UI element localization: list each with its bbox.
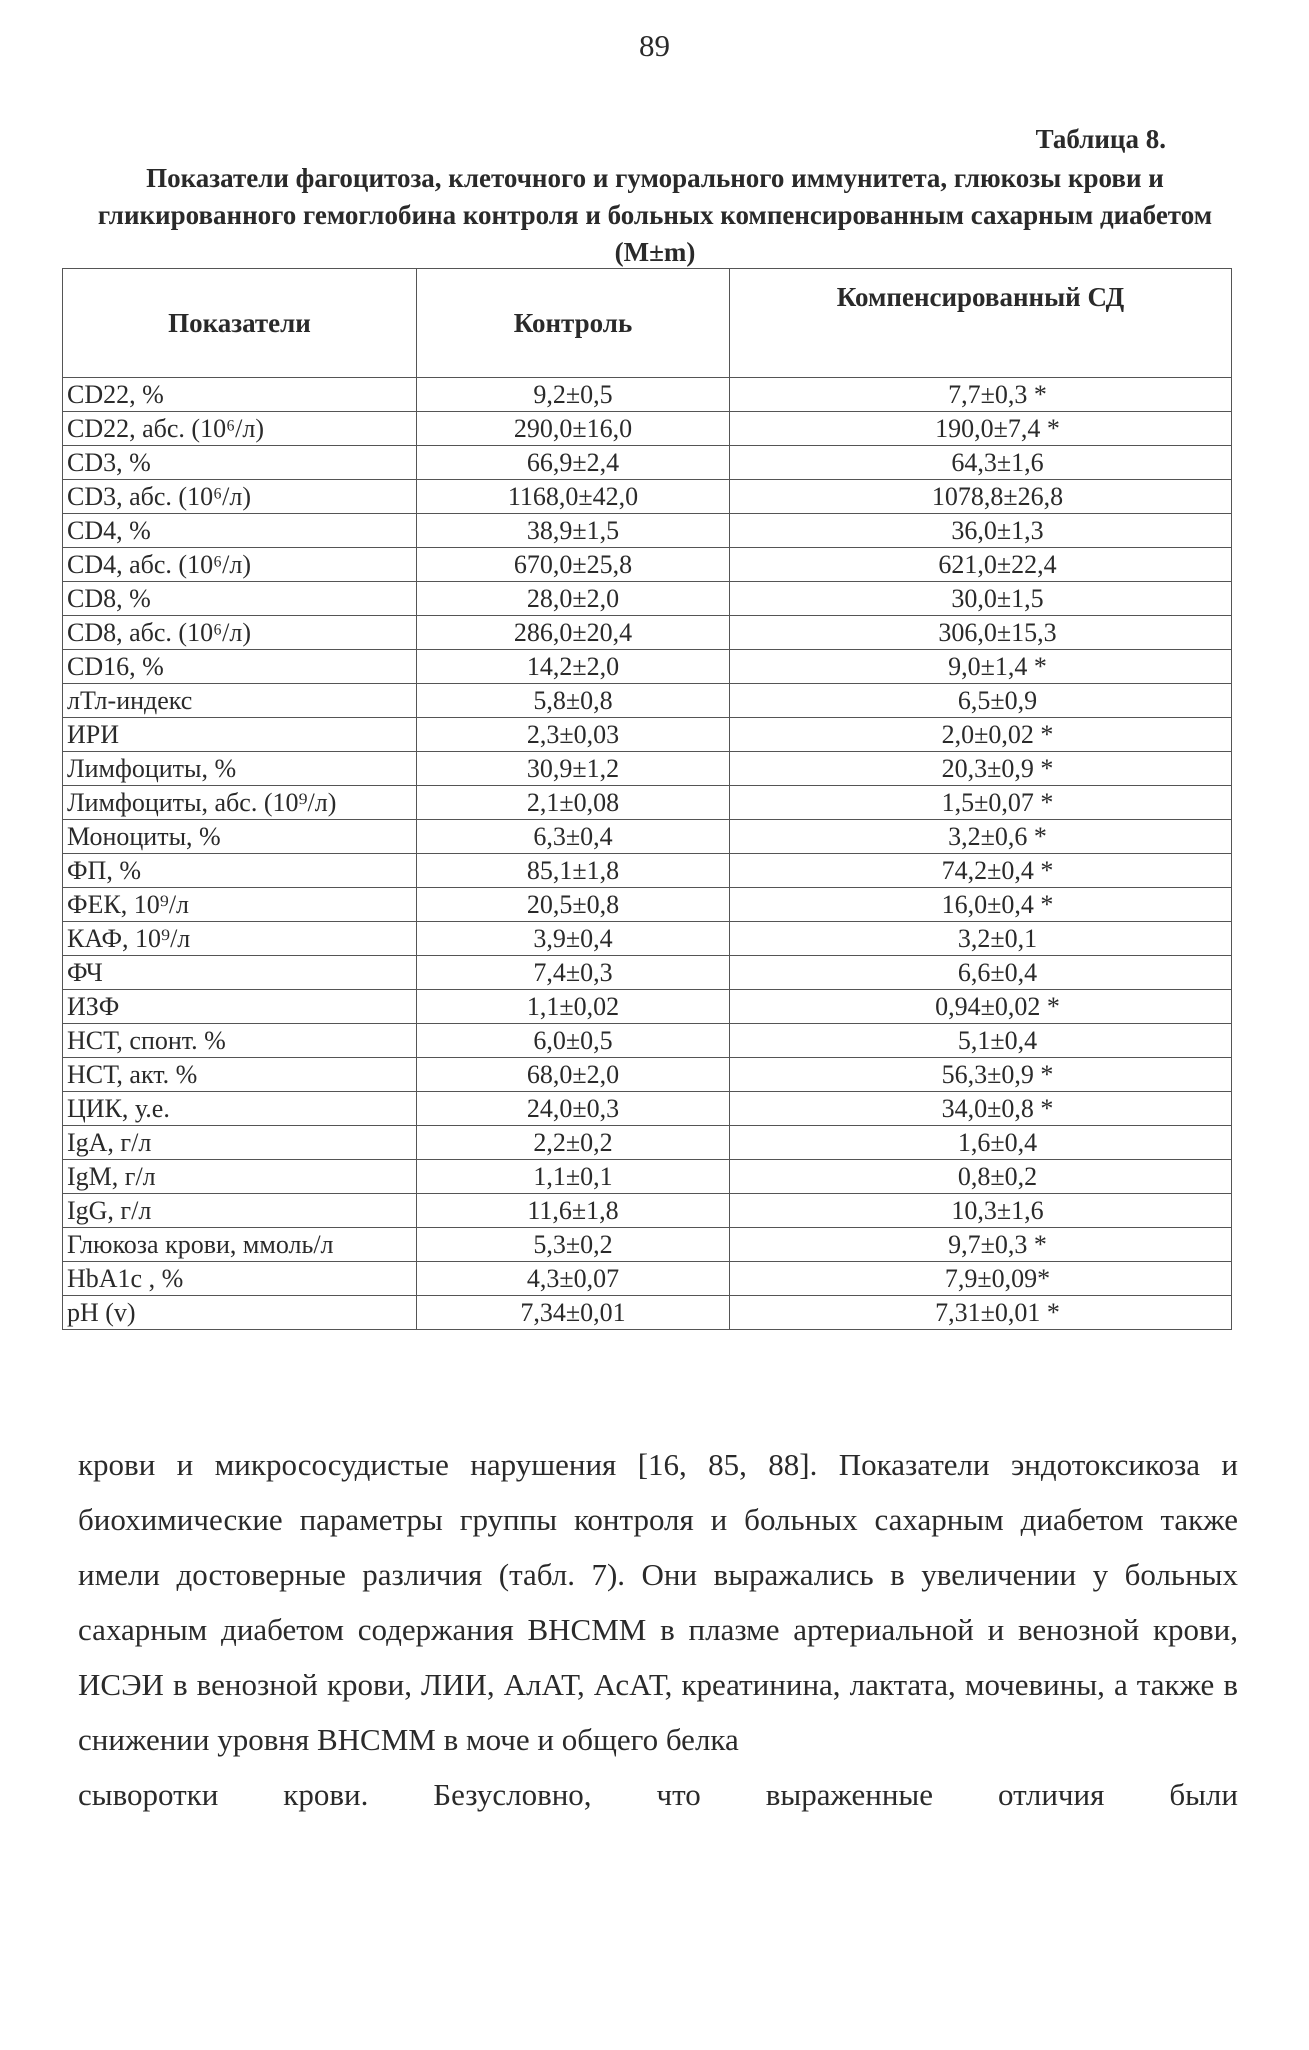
- dm-value-cell: 2,0±0,02 *: [730, 718, 1232, 752]
- table-row: [63, 650, 1232, 684]
- control-value-cell: 2,3±0,03: [417, 718, 730, 752]
- control-value-cell: 20,5±0,8: [417, 888, 730, 922]
- table-header-row: [63, 269, 1232, 378]
- indicator-cell: ФЕК, 10⁹/л: [63, 888, 417, 922]
- control-value-cell: 85,1±1,8: [417, 854, 730, 888]
- table-row: [63, 1296, 1232, 1330]
- control-value-cell: 1168,0±42,0: [417, 480, 730, 514]
- table-row: [63, 956, 1232, 990]
- dm-value-cell: 306,0±15,3: [730, 616, 1232, 650]
- table-row: [63, 820, 1232, 854]
- indicator-cell: CD4, абс. (10⁶/л): [63, 548, 417, 582]
- control-value-cell: 2,2±0,2: [417, 1126, 730, 1160]
- control-value-cell: 6,0±0,5: [417, 1024, 730, 1058]
- table-row: [63, 990, 1232, 1024]
- dm-value-cell: 1078,8±26,8: [730, 480, 1232, 514]
- control-value-cell: 3,9±0,4: [417, 922, 730, 956]
- body-paragraph: [78, 1437, 1238, 1822]
- indicator-cell: CD4, %: [63, 514, 417, 548]
- dm-value-cell: 5,1±0,4: [730, 1024, 1232, 1058]
- indicator-cell: ИЗФ: [63, 990, 417, 1024]
- control-value-cell: 38,9±1,5: [417, 514, 730, 548]
- table-body: [63, 378, 1232, 1330]
- indicator-cell: ЦИК, у.е.: [63, 1092, 417, 1126]
- dm-value-cell: 74,2±0,4 *: [730, 854, 1232, 888]
- table-row: [63, 548, 1232, 582]
- table-label: Таблица 8.: [1035, 124, 1166, 154]
- table-row: [63, 1228, 1232, 1262]
- indicator-cell: CD16, %: [63, 650, 417, 684]
- dm-value-cell: 20,3±0,9 *: [730, 752, 1232, 786]
- indicator-cell: ИРИ: [63, 718, 417, 752]
- dm-value-cell: 6,5±0,9: [730, 684, 1232, 718]
- dm-value-cell: 190,0±7,4 *: [730, 412, 1232, 446]
- dm-value-cell: 56,3±0,9 *: [730, 1058, 1232, 1092]
- control-value-cell: 11,6±1,8: [417, 1194, 730, 1228]
- table-row: [63, 1160, 1232, 1194]
- dm-value-cell: 7,31±0,01 *: [730, 1296, 1232, 1330]
- control-value-cell: 7,34±0,01: [417, 1296, 730, 1330]
- control-value-cell: 290,0±16,0: [417, 412, 730, 446]
- indicator-cell: CD8, %: [63, 582, 417, 616]
- control-value-cell: 30,9±1,2: [417, 752, 730, 786]
- table-row: [63, 922, 1232, 956]
- table-caption: Показатели фагоцитоза, клеточного и гуморального иммунитета, глюкозы крови и гликированного гемоглобина контроля и больных компенсированным сахарным диабетом (M±m): [97, 163, 1213, 267]
- dm-value-cell: 7,7±0,3 *: [730, 378, 1232, 412]
- header-indicators: Показатели: [63, 269, 417, 378]
- indicator-cell: ФЧ: [63, 956, 417, 990]
- control-value-cell: 4,3±0,07: [417, 1262, 730, 1296]
- indicator-cell: IgM, г/л: [63, 1160, 417, 1194]
- indicator-cell: IgA, г/л: [63, 1126, 417, 1160]
- table-row: [63, 480, 1232, 514]
- dm-value-cell: 9,0±1,4 *: [730, 650, 1232, 684]
- indicator-cell: CD3, %: [63, 446, 417, 480]
- header-compensated-dm: Компенсированный СД: [730, 269, 1232, 378]
- table-row: [63, 718, 1232, 752]
- indicator-cell: Моноциты, %: [63, 820, 417, 854]
- control-value-cell: 9,2±0,5: [417, 378, 730, 412]
- table-row: [63, 1262, 1232, 1296]
- dm-value-cell: 34,0±0,8 *: [730, 1092, 1232, 1126]
- indicator-cell: ФП, %: [63, 854, 417, 888]
- dm-value-cell: 30,0±1,5: [730, 582, 1232, 616]
- indicator-cell: лТл-индекс: [63, 684, 417, 718]
- indicator-cell: Лимфоциты, абс. (10⁹/л): [63, 786, 417, 820]
- dm-value-cell: 36,0±1,3: [730, 514, 1232, 548]
- table-row: [63, 684, 1232, 718]
- indicator-cell: КАФ, 10⁹/л: [63, 922, 417, 956]
- control-value-cell: 286,0±20,4: [417, 616, 730, 650]
- dm-value-cell: 64,3±1,6: [730, 446, 1232, 480]
- dm-value-cell: 16,0±0,4 *: [730, 888, 1232, 922]
- control-value-cell: 66,9±2,4: [417, 446, 730, 480]
- indicator-cell: НСТ, акт. %: [63, 1058, 417, 1092]
- control-value-cell: 6,3±0,4: [417, 820, 730, 854]
- table-row: [63, 1194, 1232, 1228]
- table-row: [63, 1058, 1232, 1092]
- table-row: [63, 752, 1232, 786]
- dm-value-cell: 1,5±0,07 *: [730, 786, 1232, 820]
- page-number: 89: [639, 28, 670, 63]
- paragraph-last-line: сыворотки крови. Безусловно, что выраженные отличия были: [78, 1777, 1238, 1812]
- table-row: [63, 786, 1232, 820]
- control-value-cell: 7,4±0,3: [417, 956, 730, 990]
- table-row: [63, 582, 1232, 616]
- dm-value-cell: 1,6±0,4: [730, 1126, 1232, 1160]
- dm-value-cell: 0,94±0,02 *: [730, 990, 1232, 1024]
- table-row: [63, 446, 1232, 480]
- indicator-cell: Лимфоциты, %: [63, 752, 417, 786]
- control-value-cell: 2,1±0,08: [417, 786, 730, 820]
- dm-value-cell: 10,3±1,6: [730, 1194, 1232, 1228]
- header-control: Контроль: [417, 269, 730, 378]
- control-value-cell: 1,1±0,1: [417, 1160, 730, 1194]
- table-row: [63, 1092, 1232, 1126]
- dm-value-cell: 3,2±0,6 *: [730, 820, 1232, 854]
- indicator-cell: CD8, абс. (10⁶/л): [63, 616, 417, 650]
- table-row: [63, 616, 1232, 650]
- control-value-cell: 68,0±2,0: [417, 1058, 730, 1092]
- control-value-cell: 14,2±2,0: [417, 650, 730, 684]
- table-row: [63, 888, 1232, 922]
- table-row: [63, 1126, 1232, 1160]
- table-row: [63, 378, 1232, 412]
- paragraph-body: крови и микрососудистые нарушения [16, 85, 88]. Показатели эндотоксикоза и биохимические параметры группы контроля и больных сахарным диабетом также имели достоверные различия (табл. 7). Они выражались в увеличении у больных сахарным диабетом содержания ВНСММ в плазме артериальной и венозной крови, ИСЭИ в венозной крови, ЛИИ, АлАТ, АсАТ, креатинина, лактата, мочевины, а также в снижении уровня ВНСММ в моче и общего белка: [78, 1447, 1238, 1757]
- indicator-cell: НСТ, спонт. %: [63, 1024, 417, 1058]
- control-value-cell: 24,0±0,3: [417, 1092, 730, 1126]
- control-value-cell: 5,8±0,8: [417, 684, 730, 718]
- indicator-cell: pH (v): [63, 1296, 417, 1330]
- control-value-cell: 670,0±25,8: [417, 548, 730, 582]
- dm-value-cell: 621,0±22,4: [730, 548, 1232, 582]
- indicator-cell: IgG, г/л: [63, 1194, 417, 1228]
- dm-value-cell: 0,8±0,2: [730, 1160, 1232, 1194]
- indicator-cell: Глюкоза крови, ммоль/л: [63, 1228, 417, 1262]
- table-row: [63, 1024, 1232, 1058]
- dm-value-cell: 6,6±0,4: [730, 956, 1232, 990]
- indicator-cell: CD22, %: [63, 378, 417, 412]
- indicator-cell: CD22, абс. (10⁶/л): [63, 412, 417, 446]
- dm-value-cell: 9,7±0,3 *: [730, 1228, 1232, 1262]
- dm-value-cell: 7,9±0,09*: [730, 1262, 1232, 1296]
- control-value-cell: 28,0±2,0: [417, 582, 730, 616]
- table-row: [63, 412, 1232, 446]
- control-value-cell: 1,1±0,02: [417, 990, 730, 1024]
- dm-value-cell: 3,2±0,1: [730, 922, 1232, 956]
- table-row: [63, 854, 1232, 888]
- control-value-cell: 5,3±0,2: [417, 1228, 730, 1262]
- table-row: [63, 514, 1232, 548]
- data-table: [62, 268, 1232, 1330]
- indicator-cell: HbA1c , %: [63, 1262, 417, 1296]
- indicator-cell: CD3, абс. (10⁶/л): [63, 480, 417, 514]
